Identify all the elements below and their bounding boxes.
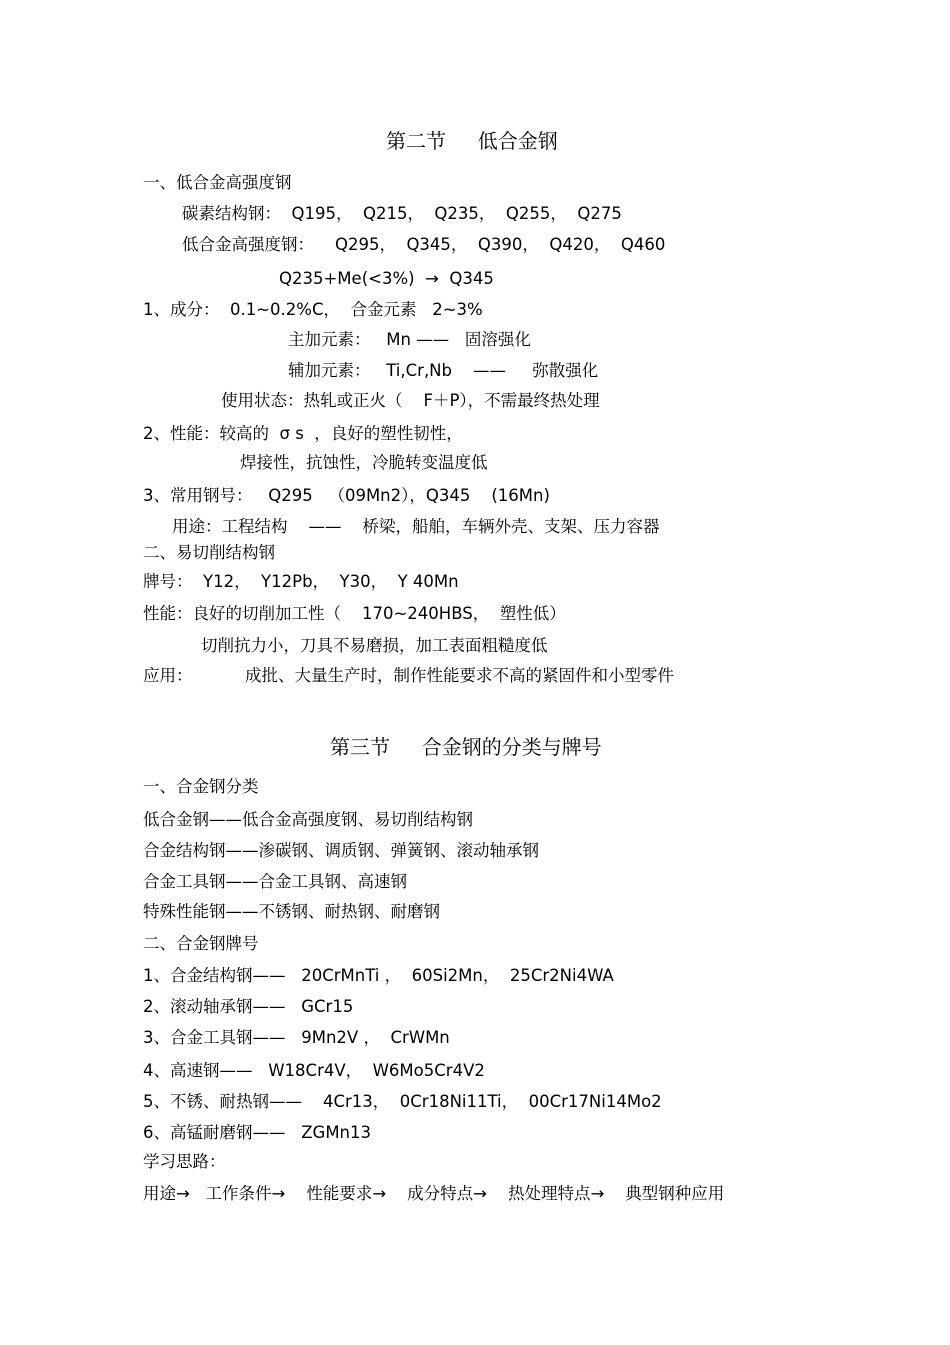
section3-title: 第三节 合金钢的分类与牌号	[330, 735, 602, 759]
free-cutting-property-cont-line: 切削抗力小，刀具不易磨损，加工表面粗糙度低	[201, 636, 548, 655]
use-state-line: 使用状态：热轧或正火（ F＋P），不需最终热处理	[221, 391, 600, 410]
section2-title: 第二节 低合金钢	[386, 129, 558, 153]
study-path-line: 用途→ 工作条件→ 性能要求→ 成分特点→ 热处理特点→ 典型钢种应用	[143, 1184, 725, 1203]
section3-heading2: 二、合金钢牌号	[143, 934, 259, 953]
free-cutting-property-line: 性能：良好的切削加工性（ 170~240HBS， 塑性低）	[143, 604, 566, 623]
section2-heading1: 一、低合金高强度钢	[143, 173, 292, 192]
grade-item: 6、高锰耐磨钢—— ZGMn13	[143, 1123, 372, 1142]
application-line: 应用： 成批、大量生产时，制作性能要求不高的紧固件和小型零件	[143, 666, 674, 685]
main-elements-line: 主加元素： Mn —— 固溶强化	[288, 330, 531, 349]
grade-item: 2、滚动轴承钢—— GCr15	[143, 997, 354, 1016]
common-grades-line: 3、常用钢号： Q295 （09Mn2），Q345 (16Mn)	[143, 486, 550, 505]
grade-item: 1、合金结构钢—— 20CrMnTi ， 60Si2Mn， 25Cr2Ni4WA	[143, 966, 614, 985]
hsla-steel-line: 低合金高强度钢： Q295， Q345， Q390， Q420， Q460	[182, 235, 666, 254]
property-cont-line: 焊接性，抗蚀性，冷脆转变温度低	[240, 453, 488, 472]
class-item: 特殊性能钢——不锈钢、耐热钢、耐磨钢	[143, 902, 440, 921]
class-item: 低合金钢——低合金高强度钢、易切削结构钢	[143, 810, 473, 829]
formula-line: Q235+Me(<3%) → Q345	[279, 269, 494, 288]
class-item: 合金工具钢——合金工具钢、高速钢	[143, 872, 407, 891]
composition-line: 1、成分： 0.1~0.2%C， 合金元素 2~3%	[143, 300, 483, 319]
grade-item: 4、高速钢—— W18Cr4V， W6Mo5Cr4V2	[143, 1061, 485, 1080]
property-line: 2、性能：较高的 σ s ，良好的塑性韧性，	[143, 424, 463, 443]
class-item: 合金结构钢——渗碳钢、调质钢、弹簧钢、滚动轴承钢	[143, 841, 539, 860]
usage-line: 用途：工程结构 —— 桥梁，船舶，车辆外壳、支架、压力容器	[172, 517, 660, 536]
free-cutting-grade-line: 牌号： Y12， Y12Pb， Y30， Y 40Mn	[143, 572, 459, 591]
carbon-steel-line: 碳素结构钢： Q195， Q215， Q235， Q255， Q275	[182, 204, 622, 223]
grade-item: 3、合金工具钢—— 9Mn2V ， CrWMn	[143, 1028, 450, 1047]
study-label: 学习思路：	[143, 1152, 226, 1171]
section2-heading2: 二、易切削结构钢	[143, 543, 275, 562]
grade-item: 5、不锈、耐热钢—— 4Cr13， 0Cr18Ni11Ti， 00Cr17Ni14Mo2	[143, 1092, 662, 1111]
section3-heading1: 一、合金钢分类	[143, 777, 259, 796]
aux-elements-line: 辅加元素： Ti,Cr,Nb —— 弥散强化	[288, 361, 599, 380]
